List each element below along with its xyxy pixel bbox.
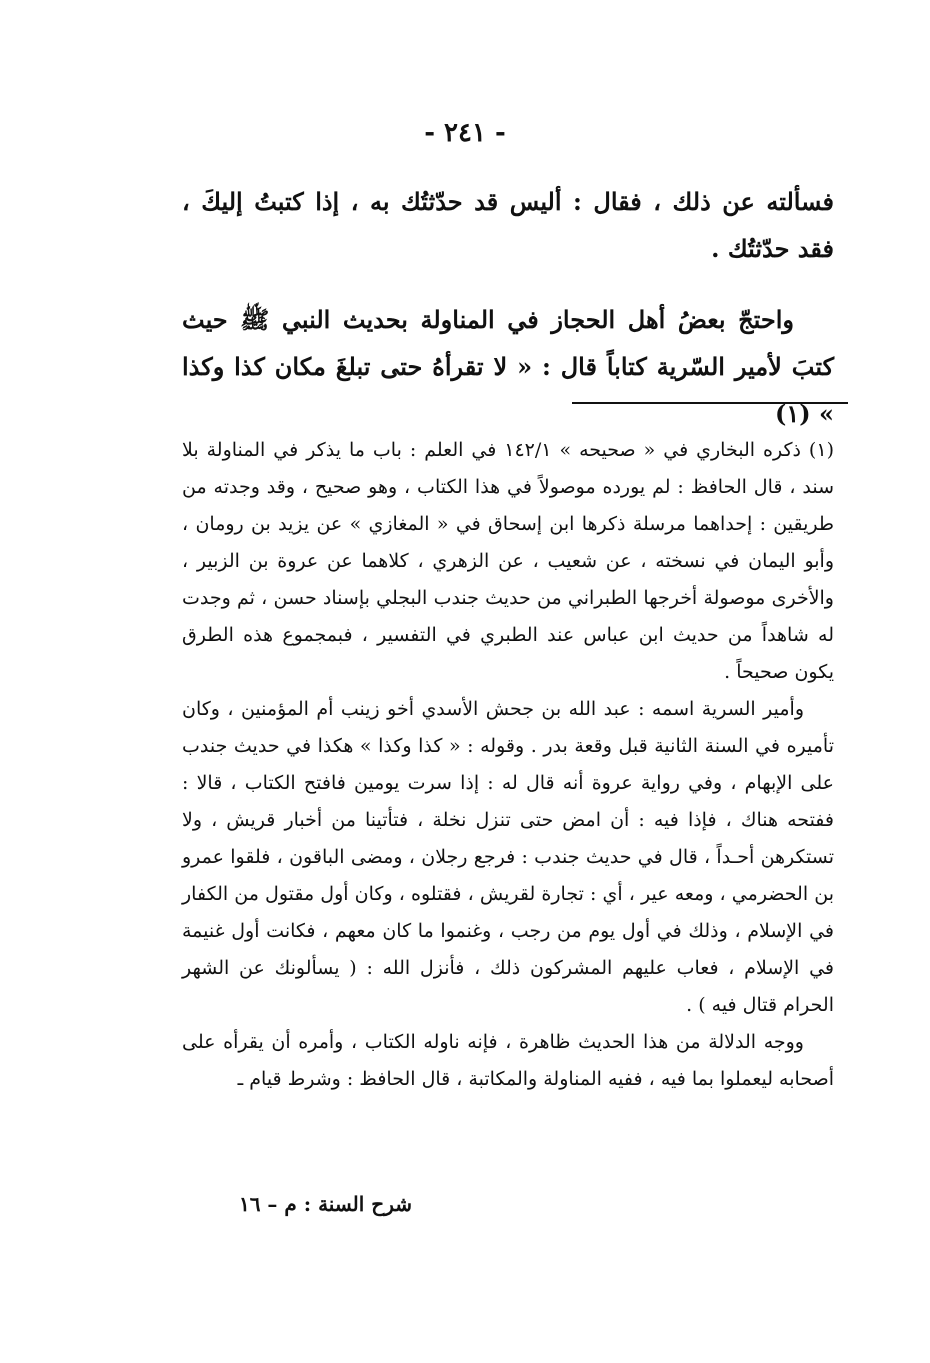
footnotes (182, 432, 834, 1098)
main-paragraph-1: فسألته عن ذلك ، فقال : أليس قد حدّثتُك به ، إذا كتبتُ إليكَ ، فقد حدّثتُك . (182, 187, 834, 263)
footnote-1: (١) ذكره البخاري في « صحيحه » ١٤٢/١ في العلم : باب ما يذكر في المناولة بلا سند ، قال الحافظ : لم يورده موصولاً في هذا الكتاب ، وهو صحيح ، وقد وجدته من طريقين : إحداهما مرسلة ذكرها ابن إسحاق في « المغازي » عن يزيد بن رومان ، وأبو اليمان في نسخته ، عن شعيب ، عن الزهري ، كلاهما عن عروة بن الزبير ، والأخرى موصولة أخرجها الطبراني من حديث جندب البجلي بإسناد حسن ، ثم وجدت له شاهداً من حديث ابن عباس عند الطبري في التفسير ، فبمجموع هذه الطرق يكون صحيحاً . (182, 439, 834, 683)
main-paragraph-2: واحتجّ بعضُ أهل الحجاز في المناولة بحديث النبي ﷺ حيث كتبَ لأمير السّرية كتاباً قال : « لا تقرأهُ حتى تبلغَ مكان كذا وكذا » (١) (182, 305, 834, 428)
page-number: - ٢٤١ - (424, 118, 506, 148)
main-text (182, 178, 834, 437)
footnote-divider (572, 402, 848, 404)
footnote-paragraph-3: ووجه الدلالة من هذا الحديث ظاهرة ، فإنه ناوله الكتاب ، وأمره أن يقرأه على أصحابه ليعملوا بما فيه ، ففيه المناولة والمكاتبة ، قال الحافظ : وشرط قيام ـ (182, 1031, 834, 1090)
footnote-paragraph-2: وأمير السرية اسمه : عبد الله بن جحش الأسدي أخو زينب أم المؤمنين ، وكان تأميره في السنة الثانية قبل وقعة بدر . وقوله : « كذا وكذا » هكذا في حديث جندب على الإبهام ، وفي رواية عروة أنه قال له : إذا سرت يومين فافتح الكتاب ، قالا : ففتحه هناك ، فإذا فيه : أن امض حتى تنزل نخلة ، فتأتينا من أخبار قريش ، ولا تستكرهن أحـداً ، قال في حديث جندب : فرجع رجلان ، ومضى الباقون ، فلقوا عمرو بن الحضرمي ، ومعه عير ، أي : تجارة لقريش ، فقتلوه ، وكان أول مقتول من الكفار في الإسلام ، وذلك في أول يوم من رجب ، وغنموا ما كان معهم ، فكانت أول غنيمة في الإسلام ، فعاب عليهم المشركون ذلك ، فأنزل الله : ( يسألونك عن الشهر الحرام قتال فيه ) . (182, 698, 834, 1016)
printer-signature: شرح السنة : م – ١٦ (238, 1192, 412, 1216)
